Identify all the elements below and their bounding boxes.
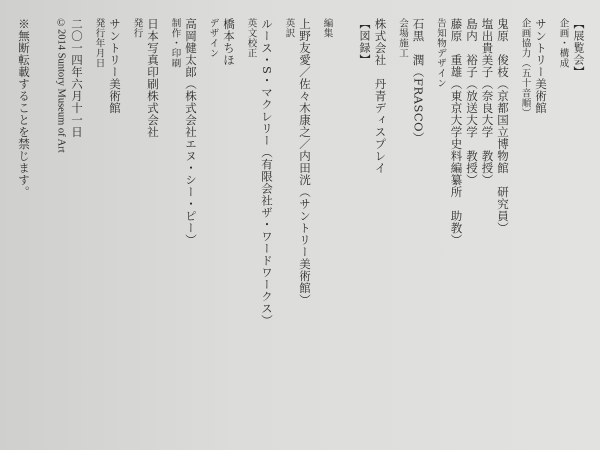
cooperation-label: 企画協力（五十音順） (519, 18, 531, 118)
planning-value: サントリー美術館 (534, 18, 548, 114)
copyright-line: ©2014 Suntory Museum of Art (55, 18, 67, 153)
publisher-value: サントリー美術館 (108, 18, 122, 114)
design-label: デザイン (207, 18, 219, 58)
cooperator-4: 藤原 重雄（東京大学史料編纂所 助教） (449, 18, 464, 246)
publicity-design-label: 告知物デザイン (435, 18, 446, 88)
cooperator-1: 鬼原 俊枝（京都国立博物館 研究員） (496, 18, 510, 234)
proof-value: 橋本ちほ (222, 18, 236, 66)
publisher-label: 発行 (131, 18, 143, 38)
date-value: 二〇一四年六月十一日 (70, 18, 84, 138)
cooperator-2: 塩出貴美子（奈良大学 教授） (480, 18, 495, 186)
reprint-notice: ※無断転載することを禁じます。 (17, 18, 31, 198)
venue-value: 株式会社 丹青ディスプレイ (373, 18, 388, 174)
translation-value: ルース・S・マクレリー（有限会社ザ・ワードワークス） (260, 18, 274, 327)
date-label: 発行年月日 (93, 18, 105, 68)
production-value: 日本写真印刷株式会社 (146, 18, 160, 138)
production-label: 制作・印刷 (169, 18, 181, 68)
venue-label: 会場施工 (397, 18, 408, 58)
exhibition-heading: 【展覧会】 (572, 18, 585, 78)
planning-label: 企画・構成 (557, 18, 569, 68)
translation-label: 英訳 (283, 18, 295, 38)
publicity-design-value: 石黒 潤（FRASCO） (411, 18, 426, 145)
editing-value: 上野友愛／佐々木康之／内田洸（サントリー美術館） (298, 18, 312, 306)
proof-label: 英文校正 (245, 18, 257, 58)
catalogue-heading: 【図録】 (358, 18, 371, 66)
colophon-text (16, 18, 587, 438)
design-value: 高岡健太郎（株式会社エヌ・シー・ピー） (184, 18, 198, 246)
cooperator-3: 島内 裕子（放送大学 教授） (465, 18, 479, 186)
editing-label: 編集 (321, 18, 333, 38)
